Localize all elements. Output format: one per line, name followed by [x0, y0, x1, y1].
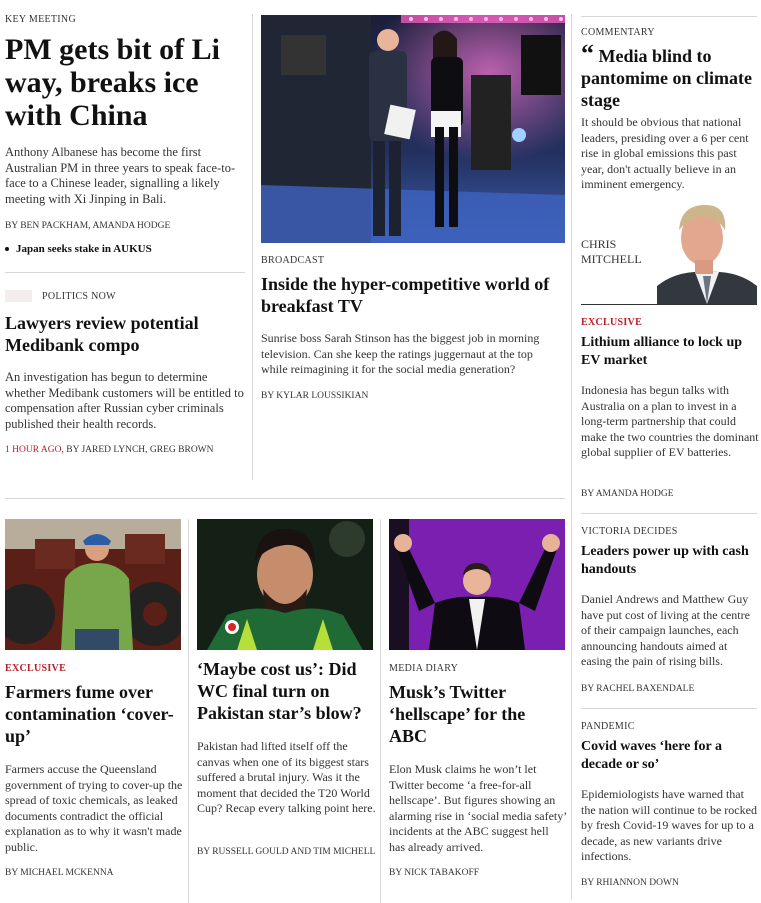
- victoria-byline[interactable]: BY RACHEL BAXENDALE: [581, 684, 695, 694]
- politics-byline: [5, 445, 214, 455]
- farmers-headline[interactable]: Farmers fume over contamination ‘cover-up’: [5, 682, 174, 746]
- musk-kicker: MEDIA DIARY: [389, 663, 459, 674]
- cricket-byline[interactable]: BY RUSSELL GOULD AND TIM MICHELL: [197, 847, 376, 857]
- politics-kicker: POLITICS NOW: [42, 291, 116, 302]
- lead-kicker: KEY MEETING: [5, 14, 76, 25]
- farmers-image[interactable]: [5, 519, 181, 650]
- pandemic-summary: Epidemiologists have warned that the nation will continue to be rocked by fresh Covid-19 waves for up to a decade, as new variants drive infections.: [581, 787, 757, 863]
- commentary-headline[interactable]: [581, 39, 756, 111]
- column-divider: [380, 519, 381, 903]
- lead-byline[interactable]: BY BEN PACKHAM, AMANDA HODGE: [5, 221, 171, 231]
- divider: [581, 16, 757, 17]
- musk-byline[interactable]: BY NICK TABAKOFF: [389, 868, 480, 878]
- author-headshot[interactable]: [657, 200, 757, 304]
- broadcast-kicker: BROADCAST: [261, 255, 325, 266]
- lead-summary: Anthony Albanese has become the first Australian PM in three years to speak face-to-face to a Chinese leader, signalling a likely meeting with Xi Jinping in Bali.: [5, 145, 236, 206]
- lithium-summary: Indonesia has begun talks with Australia on a plan to invest in a long-term partnership that could make the two countries the dominant global supplier of EV batteries.: [581, 383, 759, 459]
- author-photo: [657, 200, 757, 304]
- bullet-icon: [5, 247, 9, 251]
- commentary-author[interactable]: [581, 237, 642, 267]
- victoria-headline[interactable]: Leaders power up with cash handouts: [581, 544, 749, 577]
- commentary-kicker: COMMENTARY: [581, 27, 655, 38]
- divider: [581, 708, 757, 709]
- commentary-summary: It should be obvious that national leaders, presiding over a 6 per cent rise in global emissions this past year, don't actually believe in an imminent emergency.: [581, 115, 749, 191]
- commentary-headline-text: Media blind to pantomime on climate stage: [581, 46, 752, 110]
- cricket-summary: Pakistan had lifted itself off the canvas when one of its biggest stars suffered a brutal injury. Was it the moment that decided the T20 World Cup? Recap every talking point here.: [197, 739, 376, 815]
- pandemic-byline[interactable]: BY RHIANNON DOWN: [581, 878, 679, 888]
- broadcast-image[interactable]: [261, 15, 565, 243]
- column-divider: [571, 14, 572, 900]
- victoria-kicker: VICTORIA DECIDES: [581, 526, 678, 537]
- live-badge: [5, 290, 32, 302]
- farmer-photo: [5, 519, 181, 650]
- pandemic-kicker: PANDEMIC: [581, 721, 635, 732]
- divider: [581, 513, 757, 514]
- lithium-kicker: EXCLUSIVE: [581, 317, 643, 328]
- divider: [5, 498, 565, 499]
- cricketer-photo: [197, 519, 373, 650]
- politics-summary: An investigation has begun to determine whether Medibank customers will be entitled to compensation after Russian cyber criminals published their health records.: [5, 370, 244, 431]
- broadcast-summary: Sunrise boss Sarah Stinson has the biggest job in morning television. Can she keep the ratings juggernaut at the top while reimagining it for the social media generation?: [261, 331, 540, 376]
- musk-photo: [389, 519, 565, 650]
- author-last-name: MITCHELL: [581, 252, 642, 266]
- divider: [5, 272, 245, 273]
- pandemic-headline[interactable]: Covid waves ‘here for a decade or so’: [581, 739, 723, 772]
- victoria-summary: Daniel Andrews and Matthew Guy have put cost of living at the centre of their campaign launches, each announcing handouts aimed at easing the pain of rising bills.: [581, 592, 750, 668]
- lead-headline[interactable]: PM gets bit of Li way, breaks ice with China: [5, 33, 220, 132]
- author-first-name: CHRIS: [581, 237, 617, 251]
- musk-image[interactable]: [389, 519, 565, 650]
- divider: [581, 304, 757, 305]
- farmers-byline[interactable]: BY MICHAEL MCKENNA: [5, 868, 114, 878]
- farmers-summary: Farmers accuse the Queensland government of trying to cover-up the spread of toxic chemicals, as leaked documents contradict the official explanation as to why it wasn't made public.: [5, 762, 183, 854]
- lead-related[interactable]: [5, 243, 152, 255]
- musk-headline[interactable]: Musk’s Twitter ‘hellscape’ for the ABC: [389, 682, 526, 746]
- column-divider: [188, 519, 189, 903]
- broadcast-headline[interactable]: Inside the hyper-competitive world of breakfast TV: [261, 274, 550, 316]
- musk-summary: Elon Musk claims he won’t let Twitter become ‘a free-for-all hellscape’. But figures showing an alarming rise in ‘social media safety’ incidents at the ABC suggest hell has already arrived.: [389, 762, 567, 854]
- quote-icon: “: [581, 39, 594, 68]
- politics-headline[interactable]: Lawyers review potential Medibank compo: [5, 313, 199, 355]
- column-divider: [252, 14, 253, 480]
- cricket-headline[interactable]: ‘Maybe cost us’: Did WC final turn on Pakistan star’s blow?: [197, 659, 362, 723]
- lithium-byline[interactable]: BY AMANDA HODGE: [581, 489, 674, 499]
- lead-related-link[interactable]: Japan seeks stake in AUKUS: [16, 243, 152, 255]
- broadcast-byline[interactable]: BY KYLAR LOUSSIKIAN: [261, 391, 369, 401]
- lithium-headline[interactable]: Lithium alliance to lock up EV market: [581, 335, 743, 368]
- politics-timestamp: 1 HOUR AGO: [5, 445, 62, 455]
- tv-studio-photo: [261, 15, 565, 243]
- politics-authors[interactable]: , BY JARED LYNCH, GREG BROWN: [61, 445, 214, 455]
- farmers-kicker: EXCLUSIVE: [5, 663, 67, 674]
- cricket-image[interactable]: [197, 519, 373, 650]
